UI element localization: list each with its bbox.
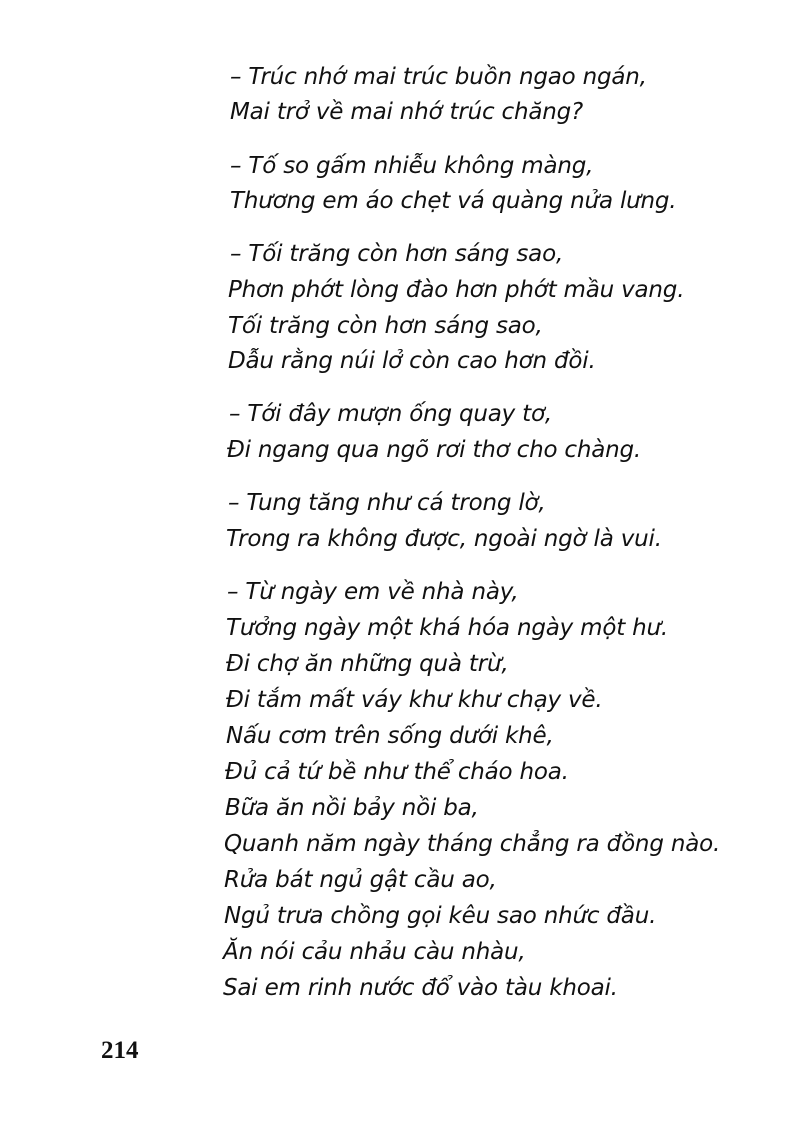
poem-line: Đi chợ ăn những quà trừ,: [226, 651, 509, 677]
poem-line: Tưởng ngày một khá hóa ngày một hư.: [226, 615, 669, 641]
poem-line: Rửa bát ngủ gật cầu ao,: [224, 867, 497, 893]
poem-line: Trong ra không được, ngoài ngờ là vui.: [226, 526, 662, 552]
poem-line: – Tố so gấm nhiễu không màng,: [230, 153, 594, 179]
poem-line: Nấu cơm trên sống dưới khê,: [226, 723, 554, 749]
poem-line: – Tung tăng như cá trong lờ,: [228, 490, 546, 516]
poem-line: Bữa ăn nồi bảy nồi ba,: [225, 795, 479, 821]
poem-line: Ngủ trưa chồng gọi kêu sao nhức đầu.: [224, 903, 657, 929]
poem-line: Thương em áo chẹt vá quàng nửa lưng.: [230, 188, 677, 214]
poem-line: Đi ngang qua ngõ rơi thơ cho chàng.: [227, 437, 642, 463]
poem-line: – Tới đây mượn ống quay tơ,: [229, 401, 552, 427]
poem-line: Dẫu rằng núi lở còn cao hơn đồi.: [228, 348, 596, 374]
poem-line: Mai trở về mai nhớ trúc chăng?: [230, 99, 584, 125]
poem-line: Ăn nói cảu nhảu càu nhàu,: [223, 939, 526, 965]
poem-line: – Tối trăng còn hơn sáng sao,: [230, 241, 564, 267]
poem-line: Phơn phớt lòng đào hơn phớt mầu vang.: [228, 277, 685, 303]
poem-line: Sai em rinh nước đổ vào tàu khoai.: [223, 975, 618, 1001]
poem-line: Quanh năm ngày tháng chẳng ra đồng nào.: [224, 831, 721, 857]
poem-line: Tối trăng còn hơn sáng sao,: [228, 313, 543, 339]
poem-line: Đi tắm mất váy khư khư chạy về.: [226, 687, 603, 713]
poem-line: – Từ ngày em về nhà này,: [227, 579, 519, 605]
poem-line: Đủ cả tứ bề như thể cháo hoa.: [225, 759, 569, 785]
poem-line: – Trúc nhớ mai trúc buồn ngao ngán,: [230, 64, 647, 90]
page-number: 214: [101, 1037, 139, 1064]
